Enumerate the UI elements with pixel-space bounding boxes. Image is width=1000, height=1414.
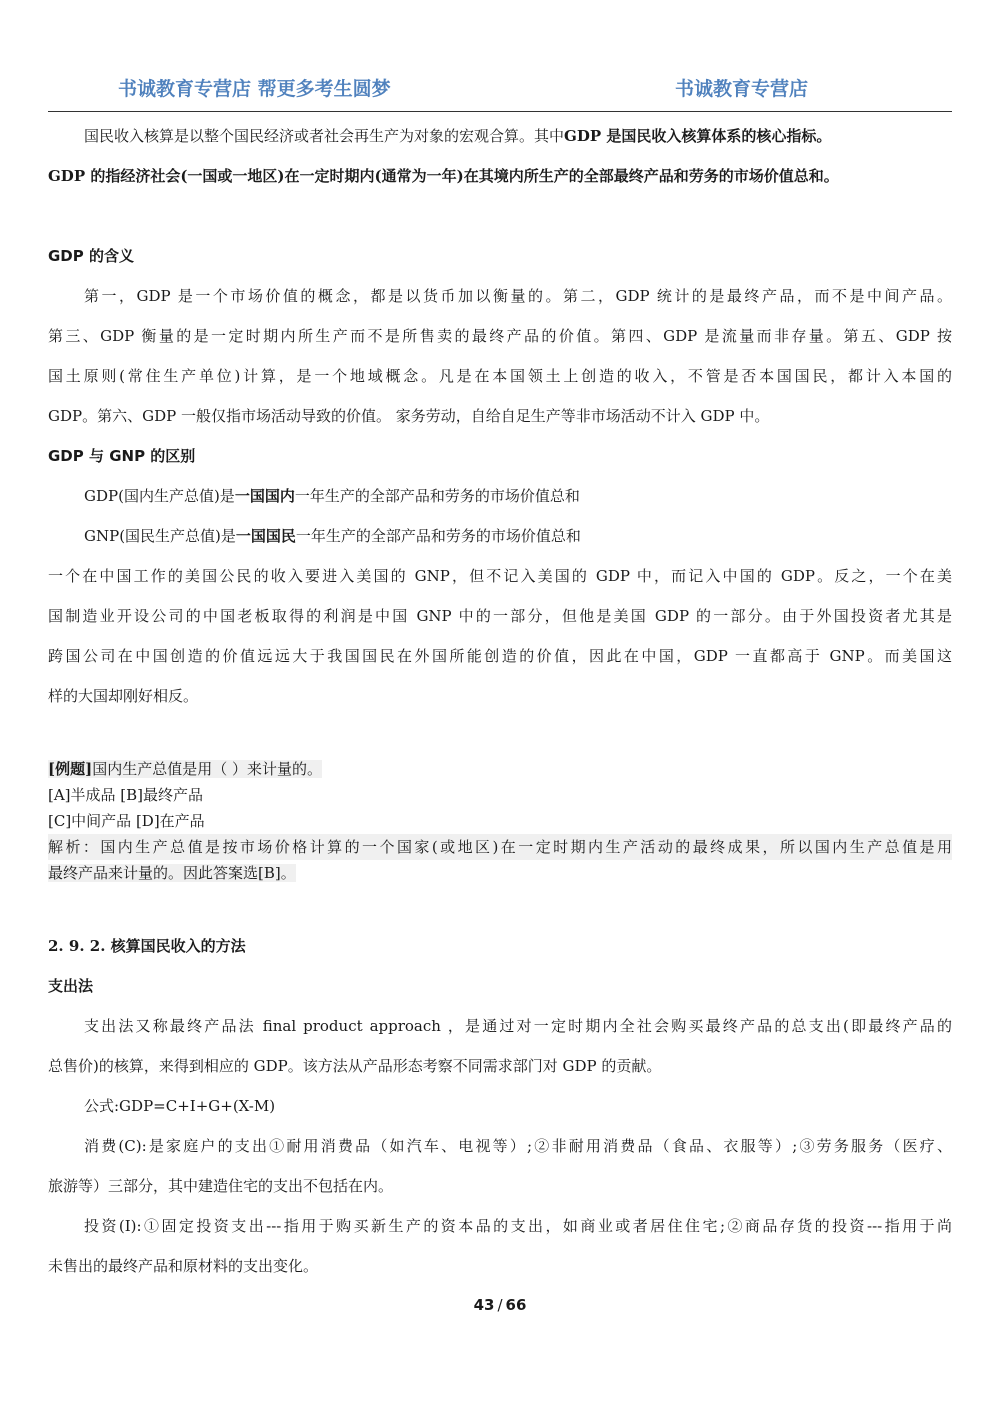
gdp-def-emphasis: 一国国内 [234, 487, 295, 505]
intro-line-2: GDP 的指经济社会(一国或一地区)在一定时期内(通常为一年)在其境内所生产的全部最终产品和劳务的市场价值总和。 [48, 167, 839, 185]
page-separator: / [497, 1296, 503, 1314]
example-analysis-line-2 [48, 860, 952, 886]
gnp-def-emphasis: 一国国民 [235, 527, 296, 545]
consumption-line-2: 旅游等）三部分，其中建造住宅的支出不包括在内。 [48, 1177, 394, 1195]
spacer [48, 716, 952, 756]
page-number [0, 1296, 1000, 1314]
gdp-meaning-line-2: 第三、GDP 衡量的是一定时期内所生产而不是所售卖的最终产品的价值。第四、GDP 是流量而非存量。第五、GDP 按 [48, 327, 952, 345]
gdp-gnp-line-3: 跨国公司在中国创造的价值远远大于我国国民在外国所能创造的价值，因此在中国，GDP 一直都高于 GNP。而美国这 [48, 647, 952, 665]
intro-text: 国民收入核算是以整个国民经济或者社会再生产为对象的宏观合算。其中 [84, 127, 565, 145]
gdp-gnp-heading: GDP 与 GNP 的区别 [48, 447, 196, 465]
expenditure-line-2: 总售价)的核算，来得到相应的 GDP。该方法从产品形态考察不同需求部门对 GDP 的贡献。 [48, 1057, 662, 1075]
consumption-line-1: 消费(C):是家庭户的支出①耐用消费品（如汽车、电视等）;②非耐用消费品（食品、衣服等）;③劳务服务（医疗、 [84, 1137, 952, 1155]
intro-line-1 [48, 116, 952, 156]
gdp-def-pre: GDP(国内生产总值)是 [84, 487, 235, 505]
gdp-definition [48, 476, 952, 516]
header-left-title: 书诚教育专营店 帮更多考生圆梦 [118, 78, 391, 100]
page-current: 43 [473, 1296, 495, 1314]
gnp-def-pre: GNP(国民生产总值)是 [84, 527, 236, 545]
gdp-gnp-line-1: 一个在中国工作的美国公民的收入要进入美国的 GNP，但不记入美国的 GDP 中，而记入中国的 GDP。反之，一个在美 [48, 567, 952, 585]
spacer [48, 886, 952, 926]
spacer [48, 196, 952, 236]
example-options-row-2: [C]中间产品 [D]在产品 [48, 812, 205, 830]
example-question [48, 756, 952, 782]
header-right-title: 书诚教育专营店 [675, 78, 809, 100]
section-subheading: 支出法 [48, 977, 94, 995]
gdp-gnp-line-2: 国制造业开设公司的中国老板取得的利润是中国 GNP 中的一部分，但他是美国 GDP 的一部分。由于外国投资者尤其是 [48, 607, 952, 625]
gdp-meaning-line-3: 国土原则(常住生产单位)计算，是一个地域概念。凡是在本国领土上创造的收入，不管是否本国国民，都计入本国的 [48, 367, 952, 385]
page-content [48, 116, 952, 1286]
gdp-meaning-line-1: 第一，GDP 是一个市场价值的概念，都是以货币加以衡量的。第二，GDP 统计的是最终产品，而不是中间产品。 [84, 287, 952, 305]
example-options-row-1: [A]半成品 [B]最终产品 [48, 786, 204, 804]
investment-line-2: 未售出的最终产品和原材料的支出变化。 [48, 1257, 319, 1275]
expenditure-line-1: 支出法又称最终产品法 final product approach ，是通过对一定时期内全社会购买最终产品的总支出(即最终产品的 [84, 1017, 952, 1035]
gdp-meaning-heading: GDP 的含义 [48, 247, 134, 265]
formula: 公式:GDP=C+I+G+(X-M) [84, 1097, 276, 1115]
section-heading: 2. 9. 2. 核算国民收入的方法 [48, 937, 246, 955]
investment-line-1: 投资(I):①固定投资支出---指用于购买新生产的资本品的支出，如商业或者居住住宅;②商品存货的投资---指用于尚 [84, 1217, 952, 1235]
example-analysis-line-1: 解析：国内生产总值是按市场价格计算的一个国家(或地区)在一定时期内生产活动的最终成果，所以国内生产总值是用 [48, 834, 952, 860]
gdp-def-post: 一年生产的全部产品和劳务的市场价值总和 [294, 487, 580, 505]
example-question-text: 国内生产总值是用（ ）来计量的。 [92, 760, 322, 778]
example-analysis-text: 最终产品来计量的。因此答案选[B]。 [48, 864, 296, 882]
header-divider [48, 111, 952, 112]
page-total: 66 [505, 1296, 527, 1314]
gdp-meaning-line-4: GDP。第六、GDP 一般仅指市场活动导致的价值。 家务劳动，自给自足生产等非市场活动不计入 GDP 中。 [48, 407, 770, 425]
example-tag: [例题] [48, 760, 93, 778]
gnp-definition [48, 516, 952, 556]
gdp-gnp-line-4: 样的大国却刚好相反。 [48, 687, 199, 705]
gnp-def-post: 一年生产的全部产品和劳务的市场价值总和 [295, 527, 581, 545]
intro-emphasis: GDP 是国民收入核算体系的核心指标。 [564, 127, 832, 145]
